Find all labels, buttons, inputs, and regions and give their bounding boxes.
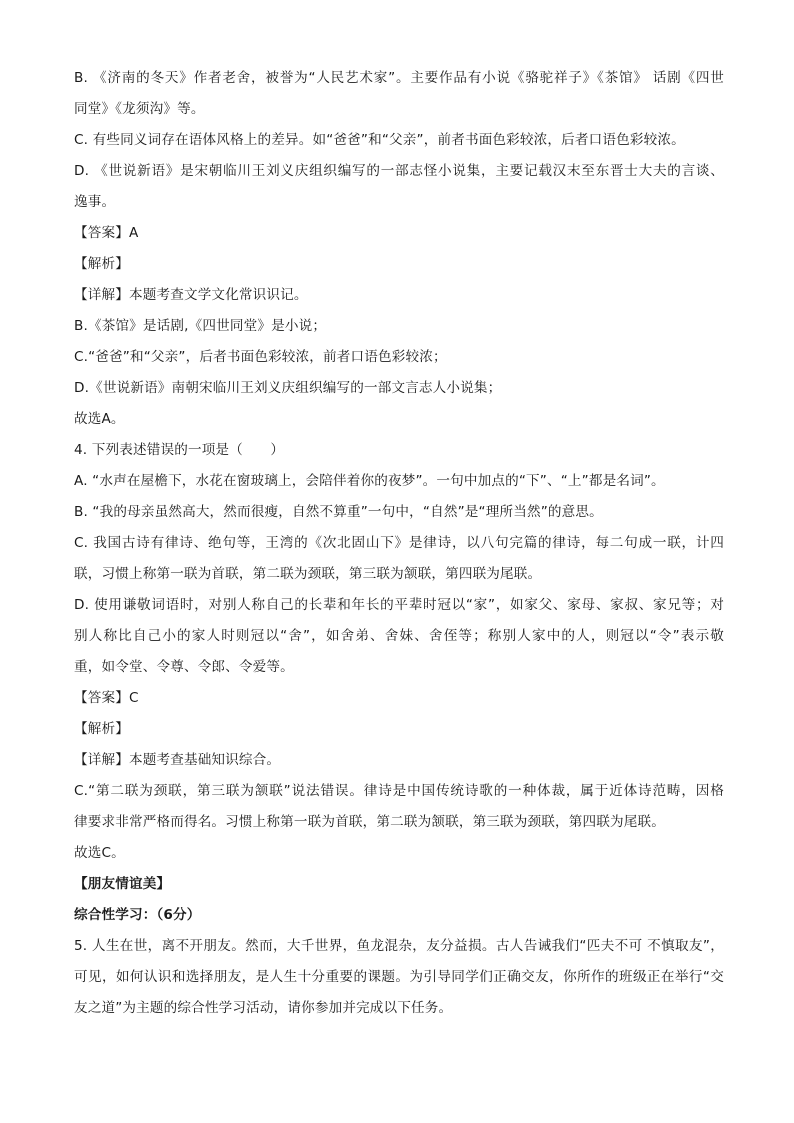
q4-choice-line: 故选C。 (74, 845, 125, 861)
q5-line-3: 友之道”为主题的综合性学习活动，请你参加并完成以下任务。 (74, 1000, 453, 1016)
analysis-label: 【解析】 (74, 256, 129, 272)
q4-detail-c-line-1: C.“第二联为颈联，第三联为颔联”说法错误。律诗是中国传统诗歌的一种体裁，属于近体诗范畴，因格 (74, 783, 724, 799)
section-heading: 【朋友情谊美】 (74, 876, 171, 892)
q4-option-a: A. “水声在屋檐下，水花在窗玻璃上，会陪伴着你的夜梦”。一句中加点的“下”、“上”都是名词”。 (74, 473, 665, 489)
choice-line: 故选A。 (74, 411, 125, 427)
detail-c-line: C.“爸爸”和“父亲”，后者书面色彩较浓，前者口语色彩较浓； (74, 349, 447, 365)
option-d-line-2: 逸事。 (74, 194, 116, 210)
question-4-stem: 4. 下列表述错误的一项是（ ） (74, 442, 285, 458)
q4-option-b: B. “我的母亲虽然高大，然而很瘦，自然不算重”一句中，“自然”是“理所当然”的意思。 (74, 504, 603, 520)
option-c-line: C. 有些同义词存在语体风格上的差异。如“爸爸”和“父亲”，前者书面色彩较浓，后者口语色彩较浓。 (74, 132, 685, 148)
q5-line-2: 可见，如何认识和选择朋友，是人生十分重要的课题。为引导同学们正确交友，你所作的班级正在举行“交 (74, 969, 724, 985)
answer-label: 【答案】A (74, 225, 139, 241)
detail-b-line: B.《茶馆》是话剧,《四世同堂》是小说； (74, 318, 327, 334)
q4-detail-line: 【详解】本题考查基础知识综合。 (74, 752, 281, 768)
q4-detail-c-line-2: 律要求非常严格而得名。习惯上称第一联为首联，第二联为颔联，第三联为颈联，第四联为尾联。 (74, 814, 665, 830)
q5-line-1: 5. 人生在世，离不开朋友。然而，大千世界，鱼龙混杂，友分益损。古人告诫我们“匹夫不可 不慎取友”， (74, 938, 724, 954)
q4-option-d-line-3: 重，如令堂、令尊、令郎、令爱等。 (74, 659, 294, 675)
option-b-line-1: B. 《济南的冬天》作者老舍，被誉为“人民艺术家”。主要作品有小说《骆驼祥子》《茶馆》 话剧《四世 (74, 70, 724, 86)
subsection-heading: 综合性学习：（6分） (74, 907, 201, 923)
q4-option-c-line-1: C. 我国古诗有律诗、绝句等，王湾的《次北固山下》是律诗，以八句完篇的律诗，每二句成一联，计四 (74, 535, 724, 551)
q4-answer-label: 【答案】C (74, 690, 139, 706)
q4-option-d-line-2: 别人称比自己小的家人时则冠以“舍”，如舍弟、舍妹、舍侄等；称别人家中的人，则冠以“令”表示敬 (74, 628, 724, 644)
q4-option-d-line-1: D. 使用谦敬词语时，对别人称自己的长辈和年长的平辈时冠以“家”，如家父、家母、家叔、家兄等；对 (74, 597, 724, 613)
option-b-line-2: 同堂》《龙须沟》等。 (74, 101, 205, 117)
option-d-line-1: D. 《世说新语》是宋朝临川王刘义庆组织编写的一部志怪小说集，主要记载汉末至东晋士大夫的言谈、 (74, 163, 724, 179)
detail-line: 【详解】本题考查文学文化常识识记。 (74, 287, 308, 303)
detail-d-line: D.《世说新语》南朝宋临川王刘义庆组织编写的一部文言志人小说集； (74, 380, 502, 396)
q4-analysis-label: 【解析】 (74, 721, 129, 737)
q4-option-c-line-2: 联，习惯上称第一联为首联，第二联为颈联，第三联为颔联，第四联为尾联。 (74, 566, 542, 582)
